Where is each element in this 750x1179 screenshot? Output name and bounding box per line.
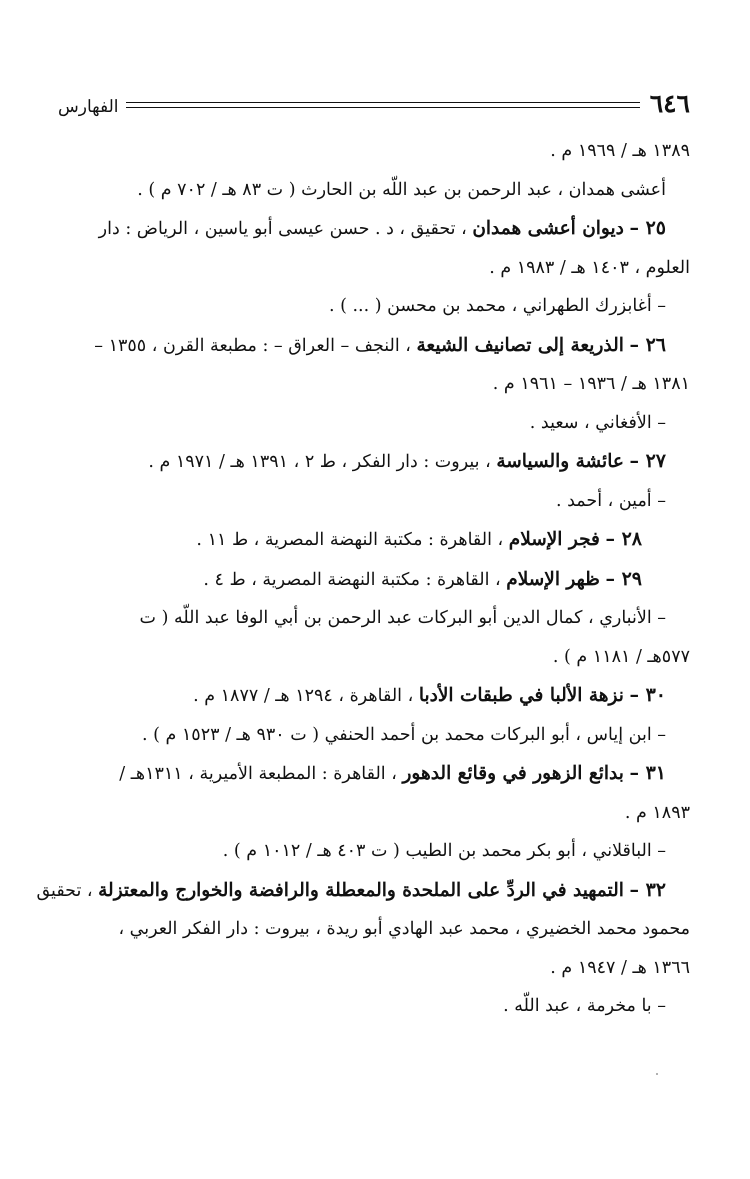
continuation-text: ٥٧٧هـ / ١١٨١ م ) . bbox=[552, 646, 690, 667]
entry-title: فجر الإسلام bbox=[508, 529, 600, 550]
entry-details: ، القاهرة : المطبعة الأميرية ، ١٣١١هـ / bbox=[119, 764, 397, 784]
continuation-line bbox=[64, 910, 690, 949]
bibliography-entry bbox=[64, 442, 690, 482]
entry-number: ٣٢ – bbox=[629, 878, 666, 901]
continuation-text: ١٨٩٣ م . bbox=[624, 802, 690, 823]
author-line bbox=[64, 599, 690, 638]
author-text: – الأفغاني ، سعيد . bbox=[529, 412, 666, 433]
entry-number: ٢٧ – bbox=[629, 450, 666, 472]
entry-title: بدائع الزهور في وقائع الدهور bbox=[402, 763, 624, 784]
entry-details: ، القاهرة : مكتبة النهضة المصرية ، ط ٤ . bbox=[203, 569, 501, 590]
entry-title: الذريعة إلى تصانيف الشيعة bbox=[416, 334, 624, 356]
continuation-line bbox=[64, 132, 690, 171]
bibliography-entry bbox=[64, 560, 690, 600]
continuation-line bbox=[64, 794, 690, 833]
author-line bbox=[64, 404, 690, 443]
author-line bbox=[64, 832, 690, 871]
entry-number: ٢٥ – bbox=[629, 217, 666, 239]
continuation-text: العلوم ، ١٤٠٣ هـ / ١٩٨٣ م . bbox=[489, 257, 690, 278]
entry-title: عائشة والسياسة bbox=[496, 451, 624, 472]
entry-number: ٣١ – bbox=[629, 762, 666, 784]
author-text: – الباقلاني ، أبو بكر محمد بن الطيب ( ت ٤٠٣ هـ / ١٠١٢ م ) . bbox=[222, 841, 666, 861]
continuation-line bbox=[64, 949, 690, 988]
bibliography-entry bbox=[64, 754, 690, 794]
page-number: ٦٤٦ bbox=[649, 89, 690, 118]
entry-details: ، القاهرة : مكتبة النهضة المصرية ، ط ١١ . bbox=[196, 530, 504, 550]
author-text: أعشى همدان ، عبد الرحمن بن عبد اللّه بن الحارث ( ت ٨٣ هـ / ٧٠٢ م ) . bbox=[137, 179, 666, 200]
entry-number: ٢٨ – bbox=[605, 528, 642, 550]
running-header bbox=[58, 82, 690, 116]
author-line bbox=[64, 716, 690, 755]
entry-number: ٢٩ – bbox=[605, 567, 642, 590]
author-line bbox=[64, 987, 690, 1026]
continuation-text: ١٣٦٦ هـ / ١٩٤٧ م . bbox=[550, 957, 690, 978]
entry-title: نزهة الألبا في طبقات الأدبا bbox=[418, 685, 624, 706]
continuation-line bbox=[64, 249, 690, 288]
continuation-text: محمود محمد الخضيري ، محمد عبد الهادي أبو ريدة ، بيروت : دار الفكر العربي ، bbox=[118, 919, 690, 939]
header-rule bbox=[126, 102, 639, 108]
author-text: – الأنباري ، كمال الدين أبو البركات عبد الرحمن بن أبي الوفا عبد اللّه ( ت bbox=[139, 608, 666, 628]
bibliography-entry bbox=[64, 209, 690, 249]
continuation-line bbox=[64, 638, 690, 677]
bibliography-entry bbox=[36, 871, 690, 911]
continuation-text: ١٣٨٩ هـ / ١٩٦٩ م . bbox=[550, 141, 690, 161]
entry-details: ، النجف – العراق – : مطبعة القرن ، ١٣٥٥ – bbox=[94, 335, 411, 356]
author-text: – با مخرمة ، عبد اللّه . bbox=[503, 996, 666, 1016]
bibliography-entry bbox=[64, 520, 690, 560]
author-line bbox=[64, 287, 690, 326]
entry-number: ٢٦ – bbox=[629, 333, 666, 356]
author-line bbox=[64, 171, 690, 210]
entry-details: ، تحقيق bbox=[36, 880, 93, 901]
bibliography-body bbox=[36, 132, 690, 1026]
author-text: – ابن إياس ، أبو البركات محمد بن أحمد الحنفي ( ت ٩٣٠ هـ / ١٥٢٣ م ) . bbox=[141, 724, 666, 745]
entry-title: التمهيد في الردِّ على الملحدة والمعطلة والرافضة والخوارج والمعتزلة bbox=[98, 879, 624, 901]
entry-details: ، تحقيق ، د . حسن عيسى أبو ياسين ، الرياض : دار bbox=[98, 219, 467, 239]
page-speck bbox=[656, 1073, 658, 1075]
entry-number: ٣٠ – bbox=[629, 684, 666, 706]
bibliography-entry bbox=[64, 326, 690, 366]
continuation-line bbox=[64, 365, 690, 404]
entry-details: ، بيروت : دار الفكر ، ط ٢ ، ١٣٩١ هـ / ١٩٧١ م . bbox=[148, 452, 491, 472]
continuation-text: ١٣٨١ هـ / ١٩٣٦ – ١٩٦١ م . bbox=[492, 374, 690, 394]
section-title: الفهارس bbox=[58, 97, 119, 117]
author-text: – أغابزرك الطهراني ، محمد بن محسن ( ... ) . bbox=[328, 296, 666, 316]
author-line bbox=[64, 482, 690, 521]
author-text: – أمين ، أحمد . bbox=[555, 490, 666, 511]
entry-title: ديوان أعشى همدان bbox=[472, 218, 624, 239]
entry-title: ظهر الإسلام bbox=[506, 568, 600, 590]
entry-details: ، القاهرة ، ١٢٩٤ هـ / ١٨٧٧ م . bbox=[193, 686, 414, 706]
bibliography-entry bbox=[64, 676, 690, 716]
